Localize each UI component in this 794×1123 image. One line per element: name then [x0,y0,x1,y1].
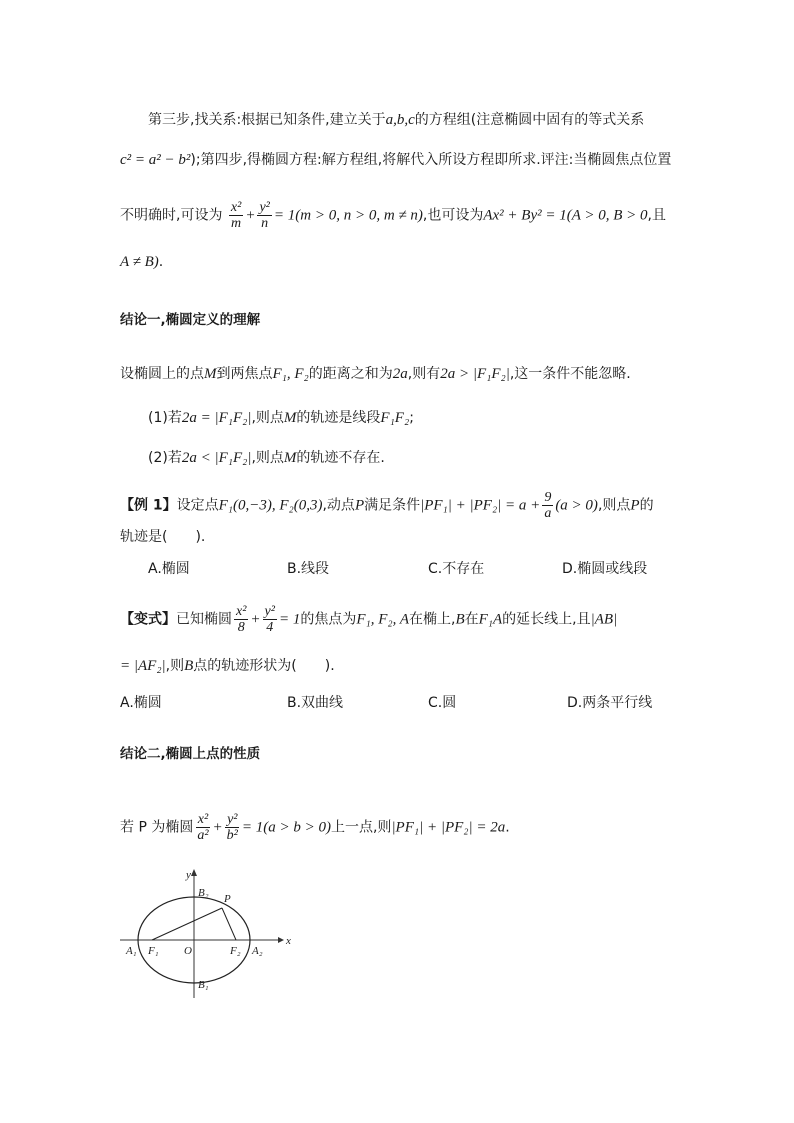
plus-sign: + [250,611,261,628]
text: 第三步,找关系:根据已知条件,建立关于 [148,112,386,128]
text: ,这一条件不能忽略. [509,366,631,382]
text: ,则点 [597,497,631,514]
math-B: B [184,658,194,674]
math-F1A: F₁A [478,611,503,628]
label-f1: F₁ [148,945,159,957]
conclusion1-case2 [148,448,684,468]
math-condition2: (a > 0) [555,497,598,514]
text: ,则有 [407,366,441,382]
segment-pf2 [222,908,236,940]
label-b2: B₂ [198,887,209,899]
math-P: P [354,497,365,514]
text: (1)若 [148,410,182,426]
numerator: x² [197,812,209,827]
text: ,且 [647,207,666,224]
denominator: 8 [237,620,245,635]
conclusion1-statement [120,364,684,384]
step3-line2 [120,150,684,170]
example1-line2: 轨迹是( ). [120,529,206,545]
text: 到两焦点 [216,366,273,382]
example1-option-b: B.线段 [287,561,330,577]
text: ,则点 [251,450,284,466]
math-inequality: 2a > |F₁F₂| [440,366,510,382]
text: . [505,819,510,836]
fraction-x2-m [229,200,243,231]
text: 设椭圆上的点 [120,366,204,382]
label-a1: A₁ [126,945,137,957]
text: 不明确时,可设为 [120,207,223,224]
label-b1: B₁ [198,979,209,991]
math-M: M [204,366,217,382]
numerator: 9 [544,490,552,505]
variant-option-c: C.圆 [428,695,457,711]
segment-pf1 [152,908,222,940]
text: 在椭上, [409,611,456,628]
step3-line4 [120,252,684,272]
text: ,也可设为 [422,207,484,224]
math-segment: F₁F₂ [380,410,410,426]
math-eq: = 1 [278,611,301,628]
text: (2)若 [148,450,182,466]
math-foci: F₁, F₂, A [356,611,409,628]
text: ,动点 [322,497,355,514]
math-M: M [283,450,297,466]
text: );第四步,得椭圆方程:解方程组,将解代入所设方程即所求.评注:当椭圆焦点位置 [190,152,672,168]
text: ; [409,410,414,426]
math-result: |PF₁| + |PF₂| = 2a [391,819,506,836]
numerator: y² [259,200,270,215]
label-f2: F₂ [230,945,241,957]
text: 的 [639,497,654,514]
fraction-y2-n [257,200,271,231]
variant-line2 [120,656,684,676]
text: 点的轨迹形状为( ). [193,658,335,674]
numerator: x² [230,200,242,215]
text: . [158,254,164,270]
text: 已知椭圆 [176,611,232,628]
math-foci: F₁, F₂ [272,366,309,382]
math-condition: |PF₁| + |PF₂| = a + [420,497,541,514]
denominator: a [544,506,552,521]
fraction-x2-8 [234,604,248,635]
conclusion1-case1 [148,408,684,428]
fraction-y2-4 [263,604,277,635]
denominator: n [261,216,269,231]
conclusion1-heading: 结论一,椭圆定义的理解 [120,312,261,328]
text: 的轨迹不存在. [296,450,385,466]
example1-line1 [120,490,684,521]
variant-line1 [120,604,684,635]
plus-sign: + [212,819,223,836]
math-eq: = 1(a > b > 0) [241,819,331,836]
math-eq1: = 1(m > 0, n > 0, m ≠ n) [273,207,423,224]
math-abc: a,b,c [385,112,415,128]
variant-option-a: A.椭圆 [120,695,162,711]
numerator: y² [264,604,275,619]
text: 的距离之和为 [308,366,393,382]
variant-tag: 【变式】 [120,611,176,628]
math-M: M [283,410,297,426]
math-P: P [630,497,640,514]
math-eq: 2a < |F₁F₂| [181,450,252,466]
text: 若 P 为椭圆 [120,819,194,836]
math-points: F₁(0,−3), F₂(0,3) [218,497,323,514]
text: 上一点,则 [330,819,392,836]
text: 的焦点为 [300,611,357,628]
conclusion2-statement [120,812,684,843]
variant-option-b: B.双曲线 [287,695,344,711]
step3-line1 [148,110,684,130]
ellipse-diagram [118,862,298,1000]
conclusion2-heading: 结论二,椭圆上点的性质 [120,746,261,762]
numerator: y² [227,812,238,827]
text: ,则 [165,658,185,674]
text: 的延长线上,且 [502,611,591,628]
example1-option-a: A.椭圆 [148,561,190,577]
math-eq2: Ax² + By² = 1(A > 0, B > 0 [483,207,648,224]
example1-option-d: D.椭圆或线段 [562,561,648,577]
text: 在 [464,611,479,628]
denominator: m [231,216,242,231]
text: 的方程组(注意椭圆中固有的等式关系 [414,112,645,128]
math-relation: c² = a² − b² [120,152,191,168]
math-AB: |AB| [590,611,618,628]
label-x: x [286,935,291,947]
label-a2: A₂ [252,945,263,957]
step3-line3 [120,200,684,231]
x-axis-arrow [278,937,284,943]
example1-option-c: C.不存在 [428,561,485,577]
label-y: y [186,869,191,881]
y-axis-arrow [191,869,197,876]
numerator: x² [236,604,247,619]
math-2a: 2a [392,366,408,382]
text: 的轨迹是线段 [296,410,381,426]
fraction-9-a [542,490,553,521]
math-eq: 2a = |F₁F₂| [181,410,252,426]
text: 满足条件 [364,497,421,514]
denominator: a² [197,828,209,843]
denominator: b² [226,828,238,843]
fraction-x2-a2 [195,812,210,843]
plus-sign: + [245,207,256,224]
math-cond: A ≠ B) [120,254,159,270]
math-eq: = |AF₂| [120,658,166,674]
text: 设定点 [176,497,219,514]
text: ,则点 [251,410,284,426]
denominator: 4 [266,620,274,635]
example-tag: 【例 1】 [120,497,177,514]
label-p: P [224,893,231,905]
math-B: B [455,611,465,628]
label-o: O [184,945,192,957]
variant-option-d: D.两条平行线 [567,695,653,711]
fraction-y2-b2 [225,812,240,843]
